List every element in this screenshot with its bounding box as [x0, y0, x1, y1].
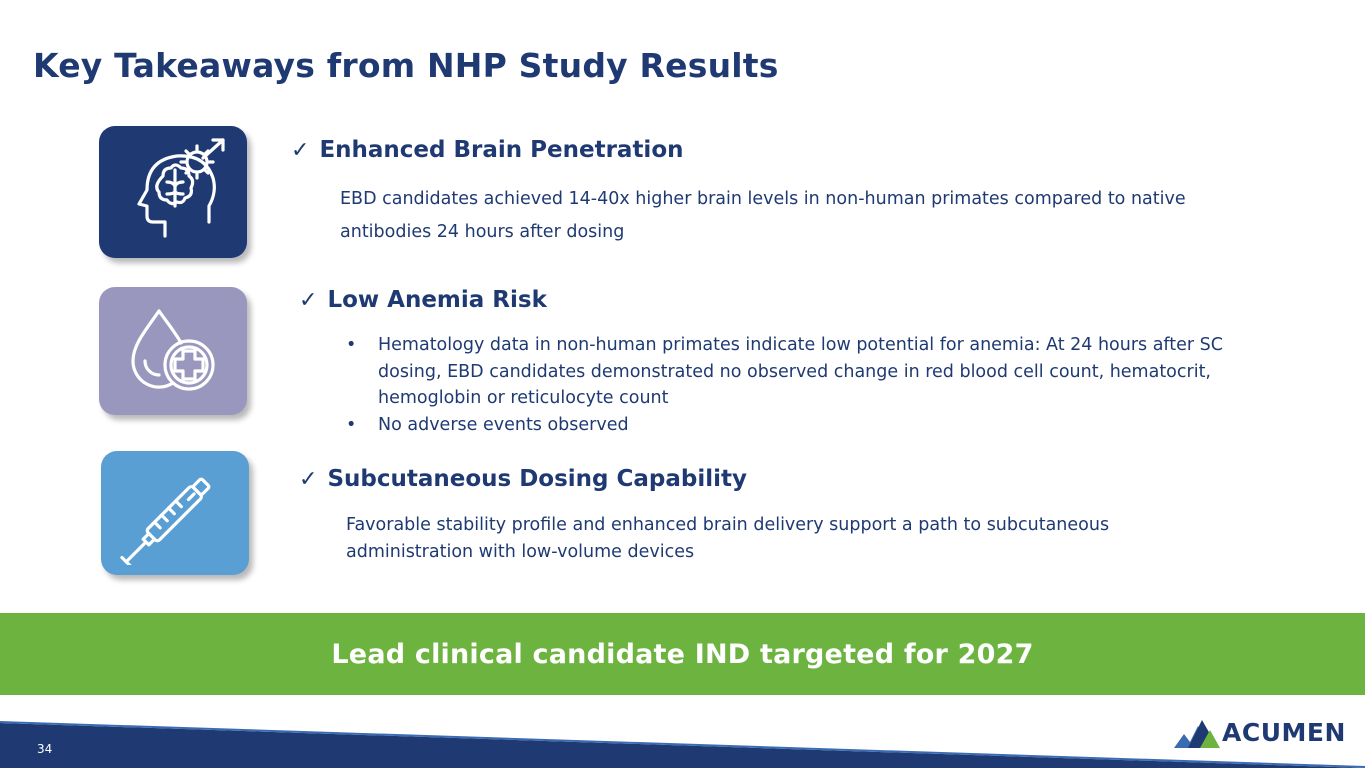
logo-text: ACUMEN — [1222, 718, 1346, 747]
takeaway-heading-brain — [291, 137, 684, 163]
bullet-marker: • — [346, 414, 357, 435]
takeaway-heading-text: Subcutaneous Dosing Capability — [327, 466, 748, 492]
takeaway-text-brain: EBD candidates achieved 14-40x higher brain levels in non-human primates compared to native antibodies 24 hours after dosing — [340, 189, 1186, 242]
page-number: 34 — [37, 742, 53, 756]
blood-drop-cross-icon — [123, 303, 223, 399]
takeaway-heading-text: Low Anemia Risk — [327, 287, 547, 313]
list-item — [346, 412, 1266, 439]
list-item — [346, 332, 1266, 412]
bullet-marker: • — [346, 335, 357, 355]
banner-text: Lead clinical candidate IND targeted for 2027 — [331, 638, 1034, 670]
blood-icon-tile — [99, 287, 247, 415]
takeaway-heading-dosing — [299, 466, 747, 492]
check-icon: ✓ — [291, 137, 310, 163]
syringe-icon-tile — [101, 451, 249, 575]
takeaway-text-dosing: Favorable stability profile and enhanced brain delivery support a path to subcutaneous administration with low-volume devices — [346, 515, 1110, 562]
takeaway-heading-anemia — [299, 287, 547, 313]
check-icon: ✓ — [299, 466, 318, 492]
bullet-text: Hematology data in non-human primates indicate low potential for anemia: At 24 hours after SC dosing, EBD candidates demonstrated no observed change in red blood cell count, hematocrit, hemoglobin or reticulocyte count — [378, 335, 1223, 408]
anemia-bullet-list — [346, 332, 1266, 438]
bullet-text: No adverse events observed — [378, 414, 629, 435]
page-title: Key Takeaways from NHP Study Results — [33, 46, 779, 85]
acumen-logo — [1174, 716, 1346, 748]
brain-icon-tile — [99, 126, 247, 258]
callout-banner — [0, 613, 1365, 695]
brain-gear-icon — [113, 136, 233, 248]
takeaway-heading-text: Enhanced Brain Penetration — [319, 137, 684, 163]
footer-swoosh — [0, 695, 1365, 768]
check-icon: ✓ — [299, 287, 318, 313]
mountain-logo-icon — [1174, 716, 1220, 748]
syringe-pen-icon — [120, 461, 230, 565]
